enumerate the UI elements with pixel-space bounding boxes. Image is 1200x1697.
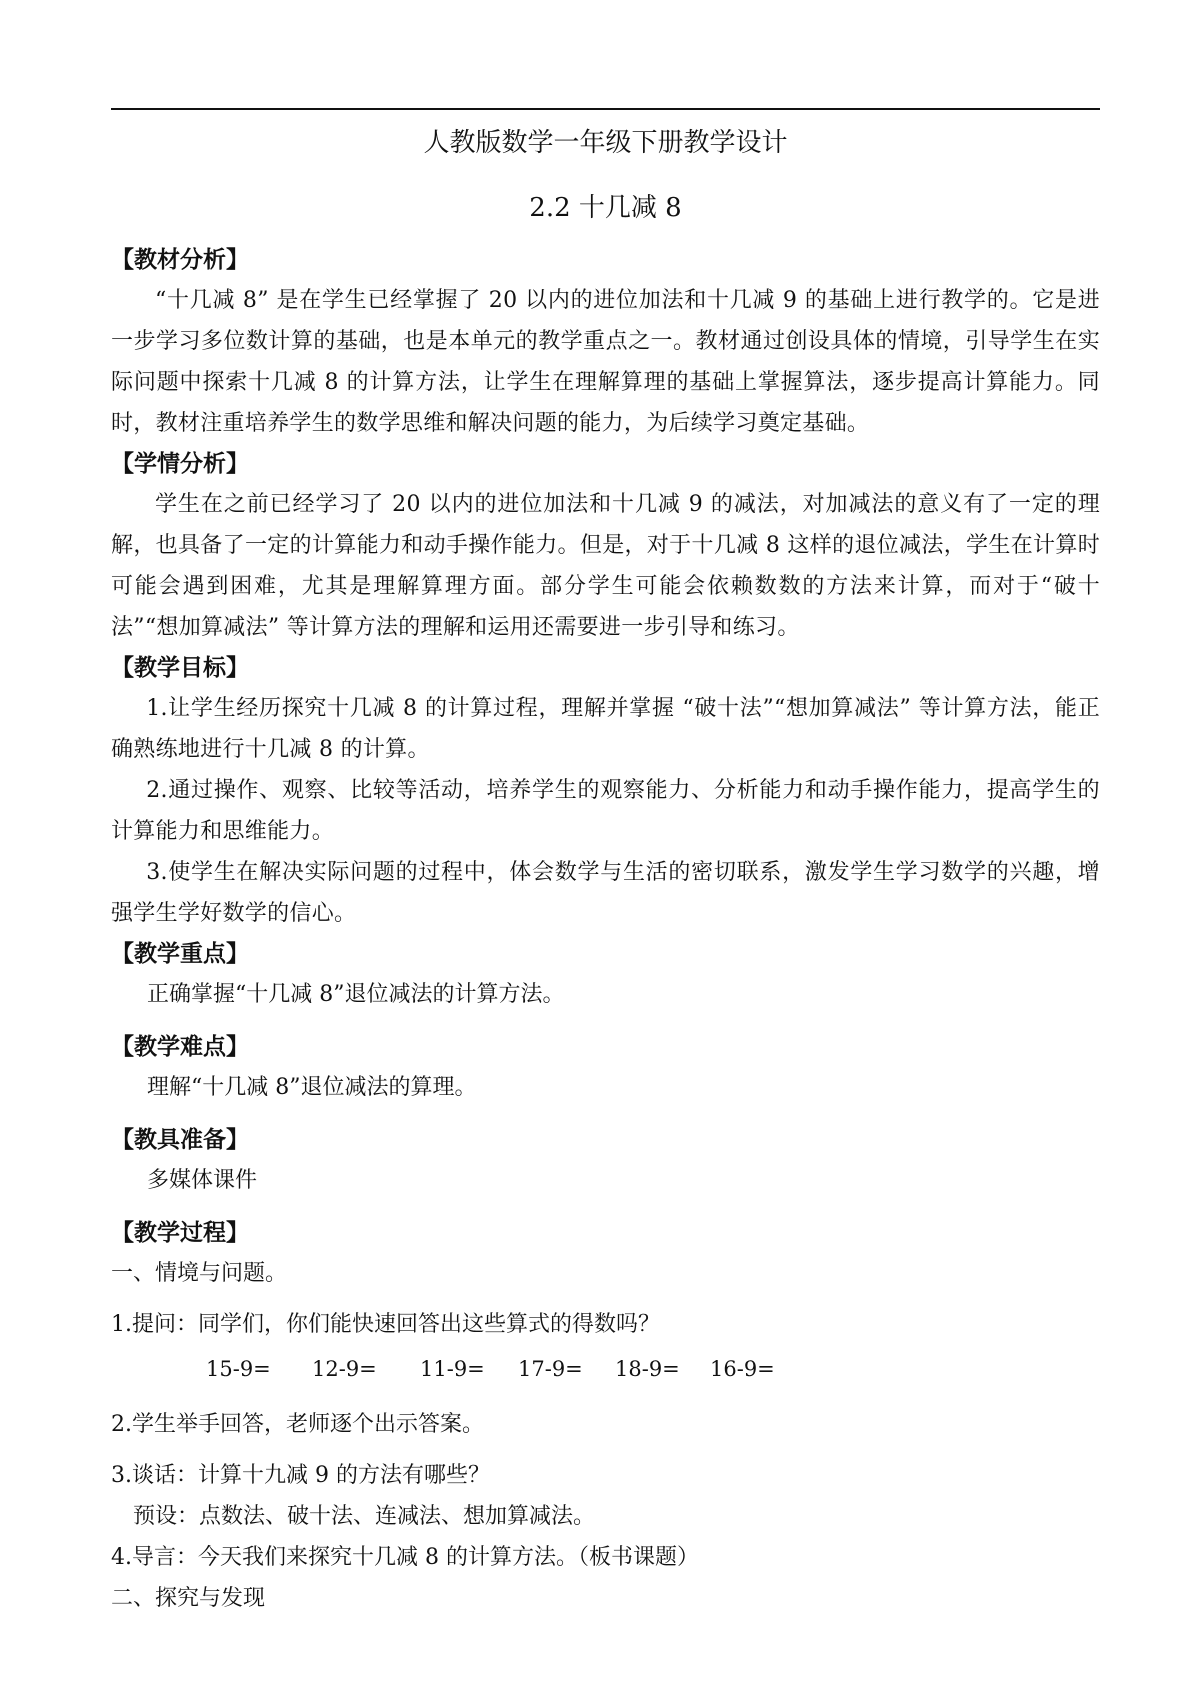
objective-item-1: 1.让学生经历探究十几减 8 的计算过程，理解并掌握 “破十法”“想加算减法” 等计算方法，能正确熟练地进行十几减 8 的计算。 bbox=[111, 696, 1100, 762]
key-points-text: 正确掌握“十几减 8”退位减法的计算方法。 bbox=[147, 982, 565, 1007]
expression-item: 11-9= bbox=[420, 1357, 485, 1381]
section-heading-key-points: 【教学重点】 bbox=[111, 941, 249, 967]
expression-item: 16-9= bbox=[710, 1357, 775, 1381]
section-heading-student-analysis: 【学情分析】 bbox=[111, 451, 249, 477]
material-analysis-paragraph: “十几减 8” 是在学生已经掌握了 20 以内的进位加法和十几减 9 的基础上进行教学的。它是进一步学习多位数计算的基础，也是本单元的教学重点之一。教材通过创设具体的情境，引导学生在实际问题中探索十几减 8 的计算方法，让学生在理解算理的基础上掌握算法，逐步提高计算能力。同时，教材注重培养学生的数学思维和解决问题的能力，为后续学习奠定基础。 bbox=[111, 288, 1100, 436]
student-analysis-paragraph: 学生在之前已经学习了 20 以内的进位加法和十几减 9 的减法，对加减法的意义有了一定的理解，也具备了一定的计算能力和动手操作能力。但是，对于十几减 8 这样的退位减法，学生在计算时可能会遇到困难，尤其是理解算理方面。部分学生可能会依赖数数的方法来计算，而对于“破十法”“想加算减法” 等计算方法的理解和运用还需要进一步引导和练习。 bbox=[111, 492, 1100, 640]
process-part-1: 一、情境与问题。 bbox=[111, 1261, 288, 1286]
section-heading-materials: 【教具准备】 bbox=[111, 1127, 249, 1153]
process-step-4: 4.导言：今天我们来探究十几减 8 的计算方法。（板书课题） bbox=[111, 1545, 699, 1570]
expression-item: 12-9= bbox=[312, 1357, 377, 1381]
process-step-2: 2.学生举手回答，老师逐个出示答案。 bbox=[111, 1412, 484, 1437]
difficulties-text: 理解“十几减 8”退位减法的算理。 bbox=[147, 1075, 477, 1100]
section-heading-difficulties: 【教学难点】 bbox=[111, 1034, 249, 1060]
process-step-1: 1.提问：同学们，你们能快速回答出这些算式的得数吗？ bbox=[111, 1312, 660, 1337]
process-step-3: 3.谈话：计算十九减 9 的方法有哪些？ bbox=[111, 1463, 490, 1488]
lesson-title: 2.2 十几减 8 bbox=[529, 193, 682, 223]
document-body bbox=[111, 240, 1100, 1619]
section-heading-process: 【教学过程】 bbox=[111, 1220, 249, 1246]
document-title: 人教版数学一年级下册教学设计 bbox=[423, 128, 788, 158]
expression-item: 15-9= bbox=[206, 1357, 271, 1381]
section-heading-material-analysis: 【教材分析】 bbox=[111, 247, 249, 273]
materials-text: 多媒体课件 bbox=[147, 1168, 258, 1193]
objective-item-3: 3.使学生在解决实际问题的过程中，体会数学与生活的密切联系，激发学生学习数学的兴趣，增强学生学好数学的信心。 bbox=[111, 860, 1100, 926]
expression-item: 18-9= bbox=[615, 1357, 680, 1381]
process-step-3-preset: 预设：点数法、破十法、连减法、想加算减法。 bbox=[133, 1504, 596, 1529]
expression-item: 17-9= bbox=[518, 1357, 583, 1381]
process-part-2: 二、探究与发现 bbox=[111, 1586, 266, 1611]
objective-item-2: 2.通过操作、观察、比较等活动，培养学生的观察能力、分析能力和动手操作能力，提高学生的计算能力和思维能力。 bbox=[111, 778, 1100, 844]
section-heading-objectives: 【教学目标】 bbox=[111, 655, 249, 681]
header-rule bbox=[111, 108, 1100, 110]
expression-row bbox=[111, 1349, 1100, 1390]
